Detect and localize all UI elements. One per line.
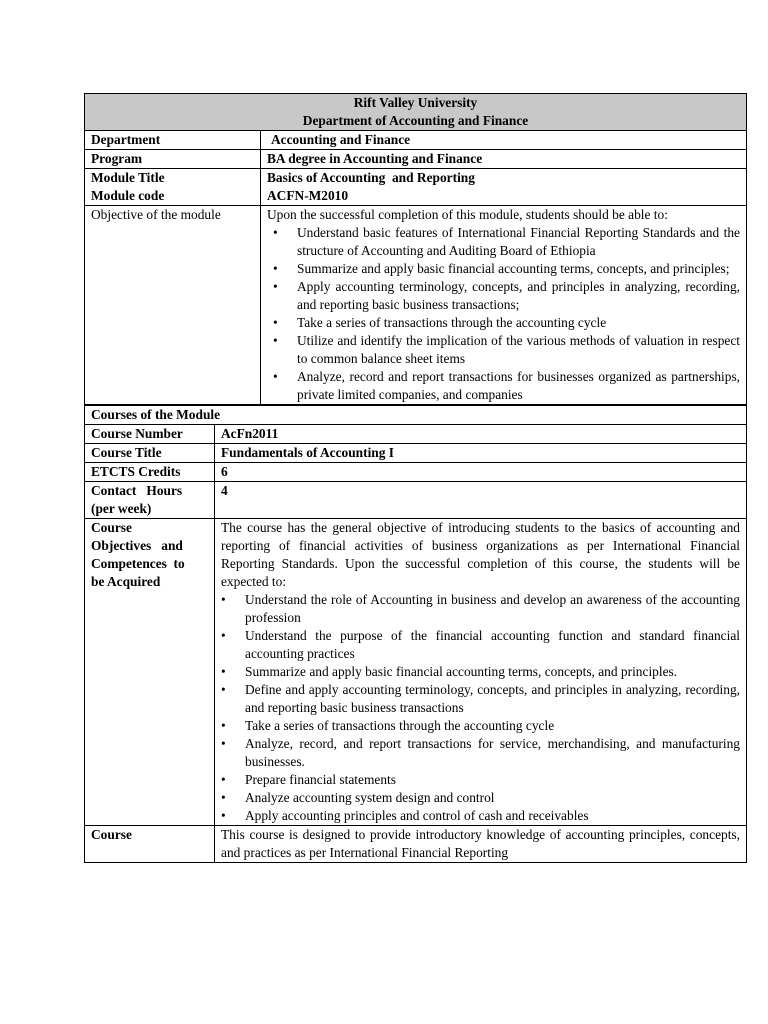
department-label: Department [85, 131, 261, 150]
objective-intro: Upon the successful completion of this module, students should be able to: [267, 207, 668, 222]
contact-hours-value: 4 [215, 482, 747, 519]
list-item: • Summarize and apply basic financial accounting terms, concepts, and principles; [297, 260, 740, 278]
module-code-value: ACFN-M2010 [267, 188, 349, 203]
objective-list [267, 224, 740, 404]
course-objectives-label-3: Competences to [91, 556, 185, 571]
list-item: • Apply accounting principles and control of cash and receivables [245, 807, 740, 825]
program-label: Program [85, 150, 261, 169]
list-item: • Understand the purpose of the financial accounting function and standard financial accounting practices [245, 627, 740, 663]
module-title-value: Basics of Accounting and Reporting [267, 170, 475, 185]
course-title-label: Course Title [85, 444, 215, 463]
contact-hours-row [85, 482, 747, 519]
header-cell [85, 94, 747, 131]
objective-row [85, 206, 747, 405]
course-description-text: This course is designed to provide introductory knowledge of accounting principles, concepts, and practices as per International Financial Reporting [215, 826, 747, 863]
module-title-value-cell [261, 169, 747, 206]
course-objectives-intro: The course has the general objective of introducing students to the basics of accounting and reporting of financial activities of business organizations as per International Financial Reporting Standards. Upon the successful completion of this course, the students will be expected to: [221, 520, 740, 589]
course-number-label: Course Number [85, 425, 215, 444]
contact-hours-label-cell [85, 482, 215, 519]
list-item: • Define and apply accounting terminology, concepts, and principles in analyzing, recording, and reporting basic business transactions [245, 681, 740, 717]
list-item: • Analyze, record, and report transactions for service, merchandising, and manufacturing businesses. [245, 735, 740, 771]
contact-hours-label: Contact Hours [91, 483, 183, 498]
credits-row [85, 463, 747, 482]
course-title-value: Fundamentals of Accounting I [215, 444, 747, 463]
list-item: • Understand the role of Accounting in business and develop an awareness of the accounting profession [245, 591, 740, 627]
program-row [85, 150, 747, 169]
list-item: • Utilize and identify the implication of the various methods of valuation in respect to common balance sheet items [297, 332, 740, 368]
list-item: • Take a series of transactions through the accounting cycle [297, 314, 740, 332]
course-objectives-cell [215, 519, 747, 826]
department-heading: Department of Accounting and Finance [302, 113, 529, 128]
course-objectives-list [221, 591, 740, 825]
course-objectives-label-2: Objectives and [91, 538, 183, 553]
module-title-label: Module Title [91, 170, 165, 185]
credits-label: ETCTS Credits [85, 463, 215, 482]
objective-label: Objective of the module [85, 206, 261, 405]
module-document [84, 93, 746, 863]
module-table [84, 93, 747, 405]
course-number-value: AcFn2011 [215, 425, 747, 444]
courses-heading: Courses of the Module [85, 406, 747, 425]
courses-table [84, 405, 747, 863]
header-row [85, 94, 747, 131]
list-item: • Analyze, record and report transactions for businesses organized as partnerships, private limited companies, and companies [297, 368, 740, 404]
module-code-label: Module code [91, 188, 165, 203]
list-item: • Apply accounting terminology, concepts, and principles in analyzing, recording, and reporting basic business transactions; [297, 278, 740, 314]
contact-hours-sublabel: (per week) [91, 501, 152, 516]
list-item: • Understand basic features of International Financial Reporting Standards and the structure of Accounting and Auditing Board of Ethiopia [297, 224, 740, 260]
list-item: • Prepare financial statements [245, 771, 740, 789]
course-objectives-label-cell [85, 519, 215, 826]
credits-value: 6 [215, 463, 747, 482]
department-value: Accounting and Finance [261, 131, 747, 150]
courses-heading-row [85, 406, 747, 425]
course-description-label: Course [85, 826, 215, 863]
department-row [85, 131, 747, 150]
module-title-row [85, 169, 747, 206]
course-title-row [85, 444, 747, 463]
list-item: • Take a series of transactions through the accounting cycle [245, 717, 740, 735]
objective-cell [261, 206, 747, 405]
university-name: Rift Valley University [353, 95, 478, 110]
course-objectives-label-4: be Acquired [91, 574, 161, 589]
course-number-row [85, 425, 747, 444]
course-objectives-row [85, 519, 747, 826]
module-title-label-cell [85, 169, 261, 206]
course-objectives-label-1: Course [91, 520, 132, 535]
list-item: • Analyze accounting system design and control [245, 789, 740, 807]
program-value: BA degree in Accounting and Finance [261, 150, 747, 169]
course-description-row [85, 826, 747, 863]
list-item: • Summarize and apply basic financial accounting terms, concepts, and principles. [245, 663, 740, 681]
